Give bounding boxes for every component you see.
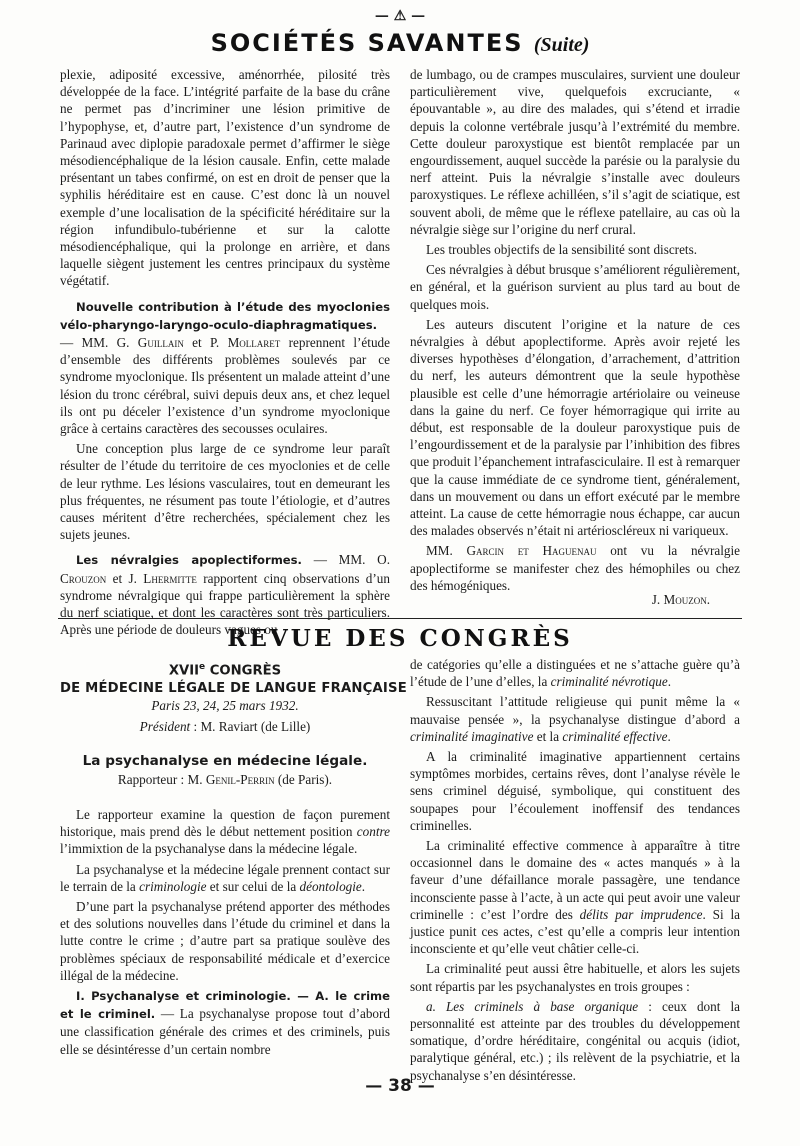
paragraph: La criminalité peut aussi être habituelle, et alors les sujets sont répartis par les psychanalystes en trois groupes : [410, 961, 740, 994]
paragraph: Une conception plus large de ce syndrome leur paraît résulter de l’étude du territoire de ces myoclonies et de celle de leur rythme. Les lésions vasculaires, tout en demeurant les plus fréquentes, ne résument pas toute l’étiologie, et d’autres causes méritent d’être recherchées, spécialement chez les sujets jeunes. [60, 441, 390, 543]
authors: Garcin et Haguenau [466, 543, 597, 559]
authors: — MM. G. Guillain [60, 335, 184, 351]
congres-left-column [60, 806, 390, 1071]
authors: — MM. O. Crouzon [60, 552, 390, 586]
section-title: REVUE DES CONGRÈS [227, 625, 573, 652]
author-signature: J. Mouzon. [651, 592, 710, 607]
congress-dates: Paris 23, 24, 25 mars 1932. [151, 698, 299, 713]
paragraph: Les troubles objectifs de la sensibilité sont discrets. [426, 242, 698, 258]
header-ornament: — ⚠ — [374, 8, 426, 24]
section-divider [58, 618, 742, 619]
paragraph-nevralgies: Les névralgies apoplectiformes. — MM. O. Crouzon et J. Lhermitte rapportent cinq observations d’un syndrome névralgique qui frappe particulièrement la sphère du nerf sciatique, et dont les caractères sont très particuliers. Après une période de douleurs vagues ou [60, 552, 390, 638]
rapporteur: Rapporteur : M. Genil-Perrin (de Paris). [117, 772, 333, 787]
authors: J. Lhermitte [128, 570, 197, 586]
paragraph: Les auteurs discutent l’origine et la nature de ces névralgies à début apoplectiforme. Après avoir rejeté les diverses hypothèses d’élongation, d’arrachement, d’attrition du nerf, les auteurs démontrent que la seule hypothèse plausible est celle d’une hémorragie artériolaire ou veineuse dans la gaine du nerf. Ce foyer hémorragique qui irrite au début, est responsable de la douleur paroxystique puis de l’engourdissement et de la paralysie par l’inhibition des fibres que produit l’épanchement intrafasciculaire. Il est à remarquer que la cause immédiate de ce syndrome tient, généralement, dans un mouvement ou dans un effort exécuté par le membre atteint. La cause de cette hémorragie nous échappe, car aucun des malades observés n’était ni artérioscléreux ni variqueux. [410, 316, 740, 539]
paragraph-myoclonies: Nouvelle contribution à l’étude des myoclonies vélo-pharyngo-laryngo-oculo-diaphragmatiques.— MM. G. Guillain et P. Mollaret reprennent l’étude d’ensemble des différents problèmes soulevés par ce syndrome myoclonique. Ils présentent un malade atteint d’une lésion du tronc cérébral, suivi depuis deux ans, et chez lequel ils ont pu déceler l’existence d’un syndrome myoclonique grâce à certains caractères des secousses oculaires. [60, 299, 390, 437]
paragraph: de catégories qu’elle a distinguées et ne s’attache guère qu’à l’étude de l’une d’elles, la criminalité névrotique. [410, 657, 740, 690]
header-title: SOCIÉTÉS SAVANTES [210, 29, 524, 57]
paragraph: Ressuscitant l’attitude religieuse qui punit même la « mauvaise pensée », la psychanalyse distingue d’abord a criminalité imaginative et la criminalité effective. [410, 694, 740, 744]
communication-title: Les névralgies apoplectiformes. [76, 553, 302, 568]
subsection-title: I. Psychanalyse et criminologie. — A. le crime et le criminel. [60, 989, 390, 1022]
authors: P. Mollaret [210, 335, 281, 351]
congress-president: Président : M. Raviart (de Lille) [139, 719, 311, 734]
societes-left-column [60, 66, 390, 638]
paragraph: plexie, adiposité excessive, aménorrhée, pilosité très développée de la face. L’intégrité parfaite de la base du crâne ne permet pas d’incriminer une lésion primitive de l’hypophyse, et, d’autre part, l’existence d’un syndrome de Parinaud avec diplopie paradoxale permet d’affirmer le siège mésodiencéphalique de la lésion causale. Enfin, cette malade présentant un tabes confirmé, on est en droit de penser que la syphilis héréditaire est en cause. C’est donc là un nouvel exemple d’une localisation de la spécificité héréditaire sur la région infundibulo-tubérienne et sur la calotte mésodiencéphalique, qui la prolonge en arrière, et dans laquelle siègent justement les centres principaux du système végétatif. [60, 67, 390, 289]
paragraph: La psychanalyse et la médecine légale prennent contact sur le terrain de la criminologie et sur celui de la déontologie. [60, 861, 390, 894]
header-suite: (Suite) [533, 34, 590, 56]
paragraph: Le rapporteur examine la question de façon purement historique, mais prend dès le début nettement position contre l’immixtion de la psychanalyse dans la médecine légale. [60, 807, 390, 857]
societes-right-column [410, 66, 740, 614]
paragraph: A la criminalité imaginative appartiennent certains symptômes morbides, certains rêves, dont l’analyse révèle le sens criminel déguisé, symbolique, qui constituent des soupapes pour l’écoulement inoffensif des tendances criminelles. [410, 749, 740, 833]
paragraph: I. Psychanalyse et criminologie. — A. le crime et le criminel. — La psychanalyse propose tout d’abord une classification générale des crimes et des criminels, puis elle se désintéresse d’un certain nombre [60, 989, 390, 1057]
paragraph: MM. Garcin et Haguenau ont vu la névralgie apoplectiforme se manifester chez des hémophiles ou chez des hémogéniques. [410, 543, 741, 593]
paragraph: a. Les criminels à base organique : ceux dont la personnalité est atteinte par des troubles du développement somatique, d’ordre héréditaire, congénital ou acquis (idiot, paralytique général, etc.) ; ils relèvent de la psychiatrie, et la psychanalyse s’en désintéresse. [410, 998, 740, 1083]
congress-line-1: XVIIe CONGRÈS [168, 662, 282, 679]
page-header [0, 28, 800, 60]
paragraph: La criminalité effective commence à apparaître à titre occasionnel dans le domaine des « actes manqués » à la faveur d’une défaillance morale passagère, une tendance inconsciente passe à l’acte, à un acte qui peut avoir une valeur criminelle : c’est l’ordre des délits par imprudence. Si la justice punit ces actes, c’est qu’elle a compris leur intention inconsciente et qu’elle veut châtier celle-ci. [410, 838, 740, 957]
paragraph: Ces névralgies à début brusque s’améliorent régulièrement, en général, et la guérison survient au plus tard au bout de quelques mois. [410, 262, 740, 312]
article-title: La psychanalyse en médecine légale. [82, 753, 368, 769]
page-number: — 38 — [365, 1076, 435, 1096]
congres-right-column [410, 656, 740, 1083]
congress-heading [60, 658, 407, 698]
paragraph: de lumbago, ou de crampes musculaires, survient une douleur particulièrement vive, quelquefois excruciante, « épouvantable », au dire des malades, qui s’étend et irradie depuis la colonne vertébrale jusqu’à l’extrémité du membre. Cette douleur paroxystique est bientôt remplacée par un engourdissement, auquel succède la parésie ou la paralysie du nerf atteint. Puis la névralgie s’installe avec douleurs paroxystiques. Le réflexe achilléen, s’il s’agit de sciatique, est souvent aboli, de même que le réflexe patellaire, au cas où la névralgie siège sur l’origine du nerf crural. [410, 67, 740, 237]
congress-line-2: DE MÉDECINE LÉGALE DE LANGUE FRANÇAISE [60, 681, 407, 697]
communication-title: Nouvelle contribution à l’étude des myoclonies vélo-pharyngo-laryngo-oculo-diaphragmatiques. [60, 299, 390, 332]
paragraph: D’une part la psychanalyse prétend apporter des méthodes et des solutions nouvelles dans l’étude du criminel et dans la lutte contre le crime ; d’autre part sa pratique soulève des problèmes spéciaux de responsabilité médicale et d’exercice illégal de la médecine. [60, 899, 390, 983]
